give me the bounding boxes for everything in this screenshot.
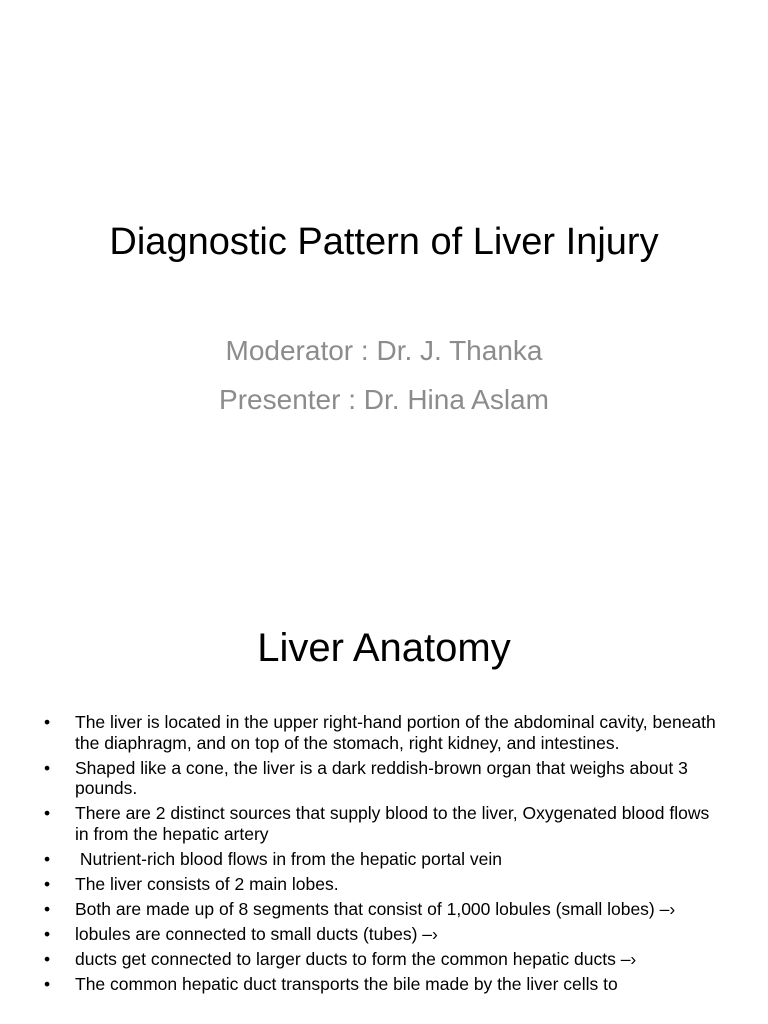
bullet-icon: • (44, 873, 51, 894)
bullet-icon: • (44, 923, 51, 944)
bullet-text: There are 2 distinct sources that supply blood to the liver, Oxygenated blood flows in from the hepatic artery (75, 803, 710, 844)
list-item (44, 924, 724, 945)
bullet-text: The liver is located in the upper right-hand portion of the abdominal cavity, beneath the diaphragm, and on top of the stomach, right kidney, and intestines. (75, 712, 716, 753)
list-item (44, 758, 724, 799)
bullet-icon: • (44, 757, 51, 778)
list-item (44, 974, 724, 995)
list-item (44, 949, 724, 970)
moderator-line: Moderator : Dr. J. Thanka (225, 335, 543, 366)
bullet-text: ducts get connected to larger ducts to form the common hepatic ducts –› (75, 948, 637, 969)
bullet-text: lobules are connected to small ducts (tubes) –› (75, 923, 438, 944)
list-item (44, 874, 724, 895)
list-item (44, 849, 724, 870)
bullet-icon: • (44, 898, 51, 919)
list-item (44, 712, 724, 753)
presentation-title: Diagnostic Pattern of Liver Injury (109, 221, 659, 263)
list-item (44, 803, 724, 844)
presenter-line: Presenter : Dr. Hina Aslam (219, 384, 549, 415)
bullet-icon: • (44, 973, 51, 994)
bullet-text: The liver consists of 2 main lobes. (75, 873, 339, 894)
bullet-text: The common hepatic duct transports the bile made by the liver cells to (75, 973, 618, 994)
bullet-text: Shaped like a cone, the liver is a dark reddish-brown organ that weighs about 3 pounds. (75, 757, 688, 798)
bullet-text: Nutrient-rich blood flows in from the hepatic portal vein (75, 848, 503, 869)
list-item (44, 899, 724, 920)
bullet-text: Both are made up of 8 segments that consist of 1,000 lobules (small lobes) –› (75, 898, 676, 919)
bullet-icon: • (44, 803, 51, 823)
bullet-icon: • (44, 712, 51, 732)
bullet-icon: • (44, 848, 51, 869)
bullet-icon: • (44, 948, 51, 969)
bullet-list (44, 712, 724, 999)
content-slide (0, 576, 768, 1024)
slide-title: Liver Anatomy (257, 626, 511, 670)
